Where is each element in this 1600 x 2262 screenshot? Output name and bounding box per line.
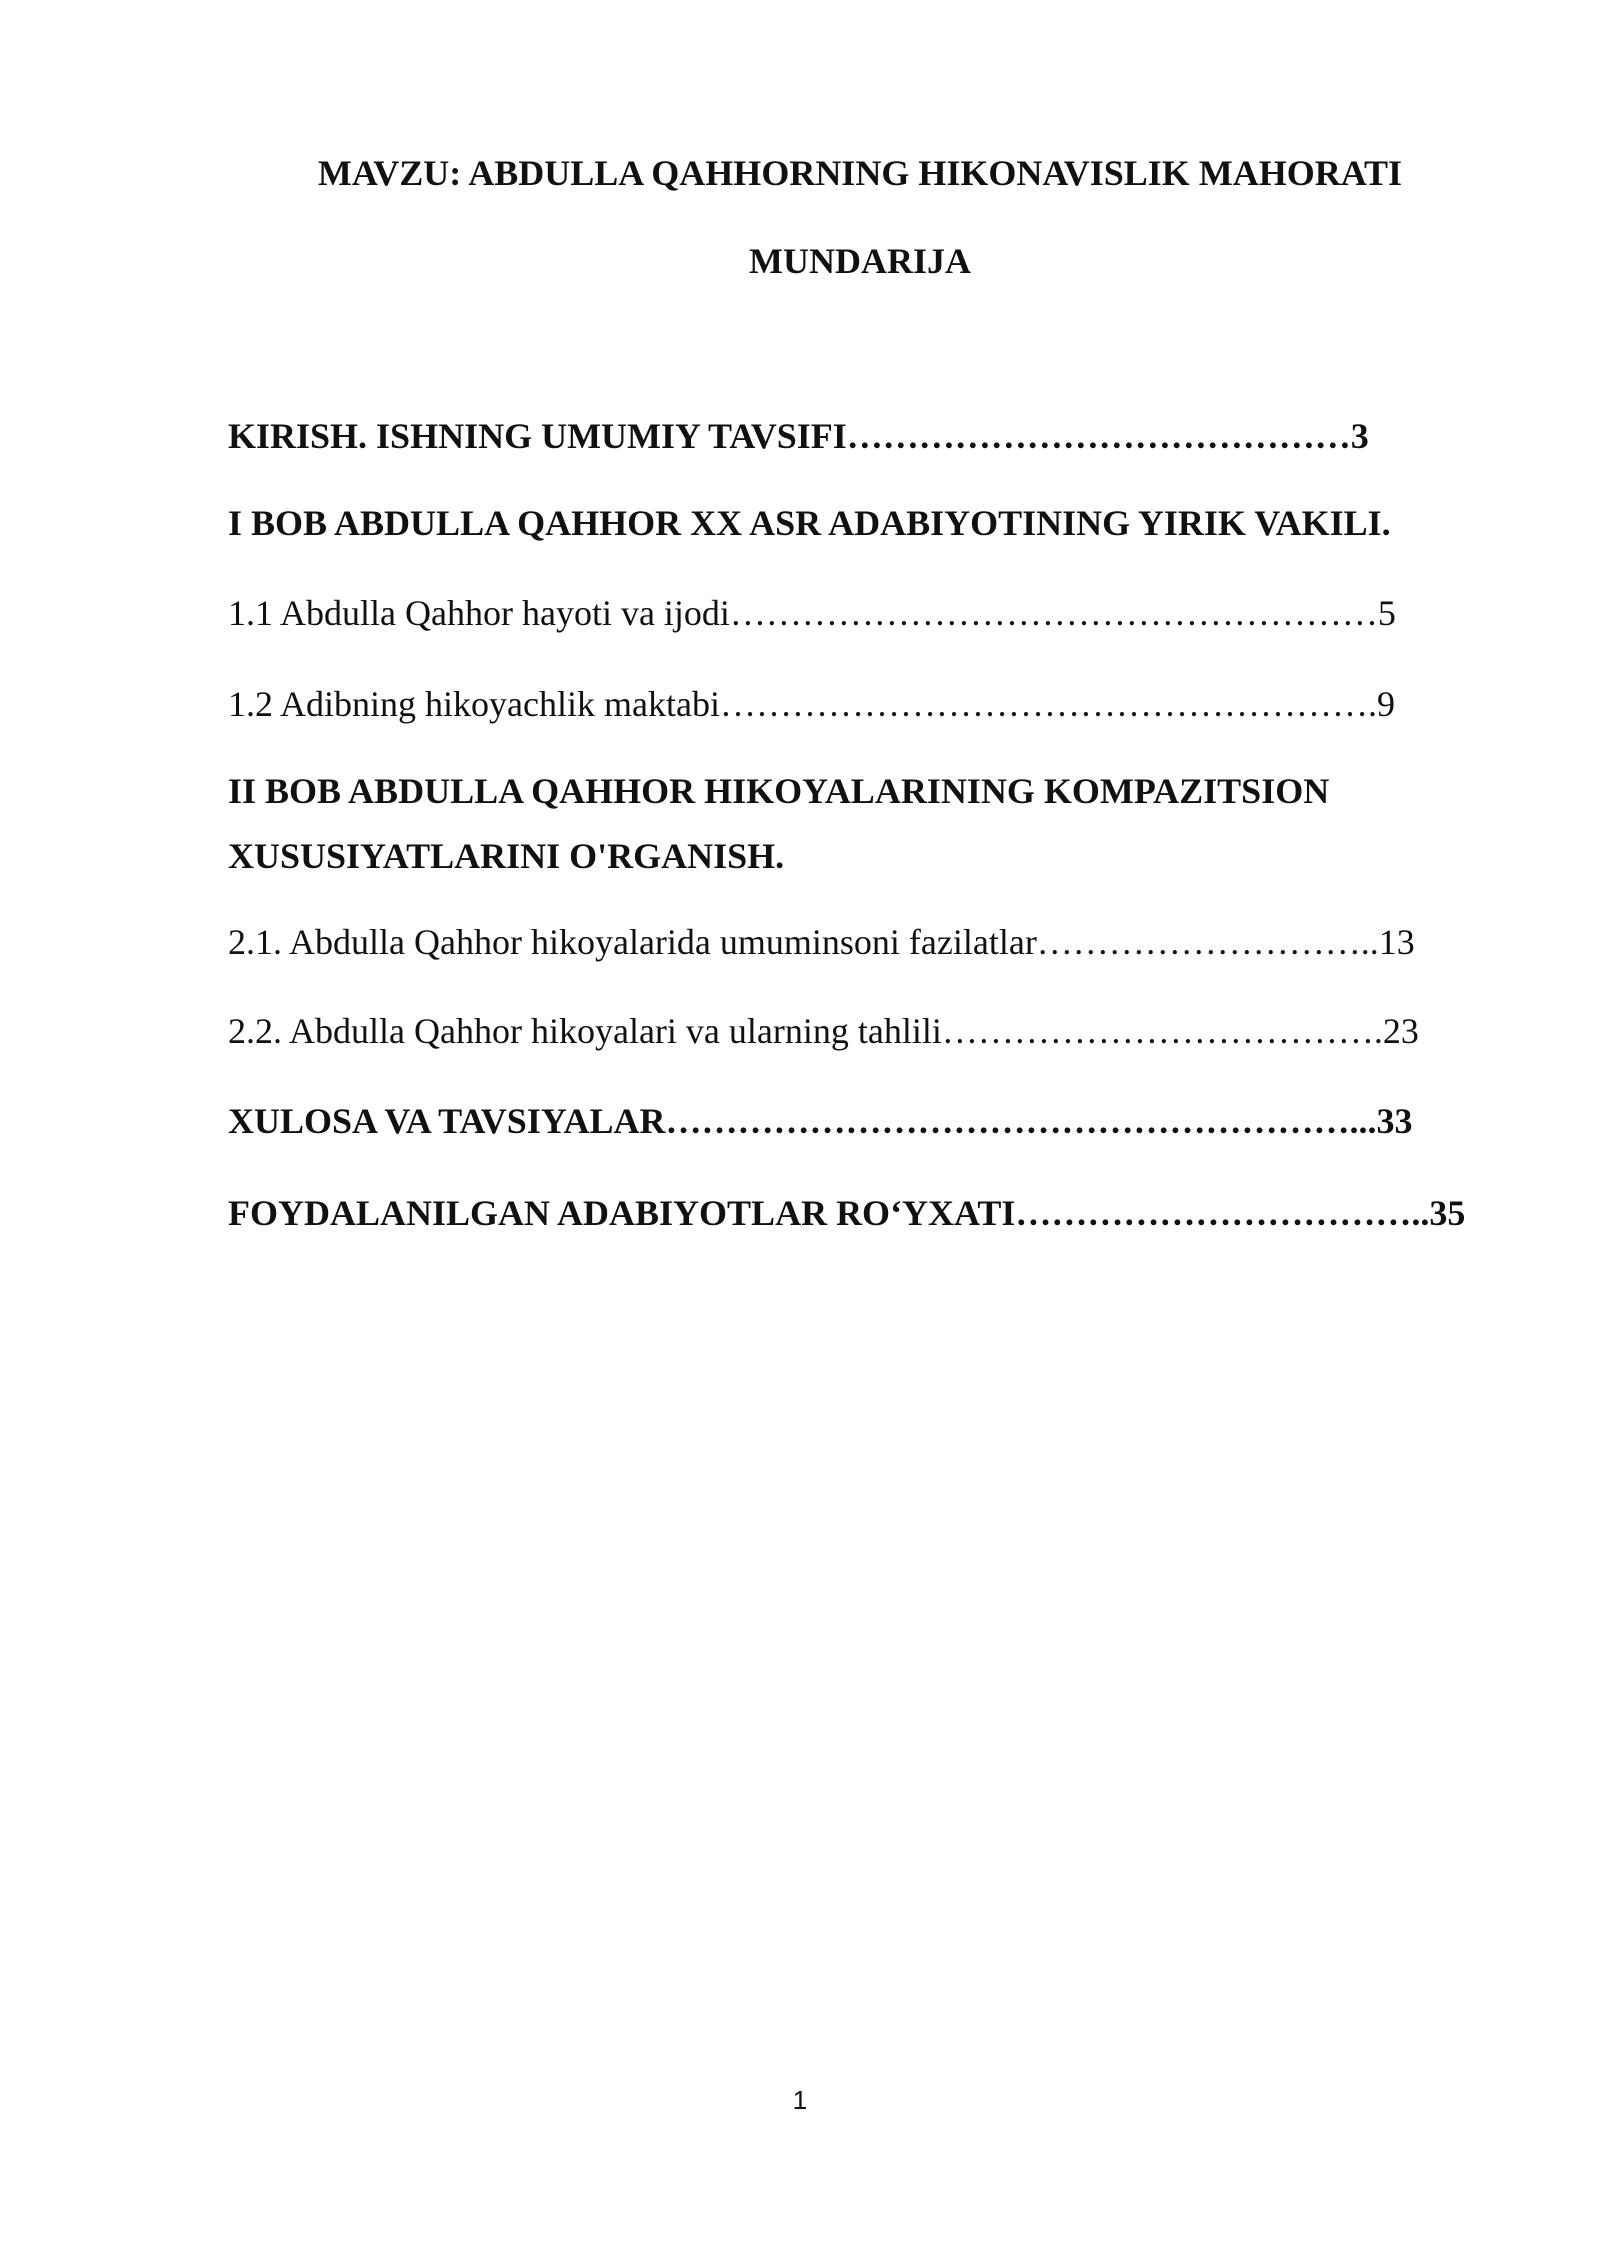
table-of-contents-heading: MUNDARIJA [749, 241, 971, 281]
toc-entry-section-1-2: 1.2 Adibning hikoyachlik maktabi……………………………………………….9 [228, 684, 1395, 724]
toc-entry-section-2-1: 2.1. Abdulla Qahhor hikoyalarida umuminsoni fazilatlar………………………..13 [228, 922, 1415, 962]
page-number: 1 [792, 2085, 808, 2115]
toc-entry-bibliography: FOYDALANILGAN ADABIYOTLAR RO‘YXATI……………………………..35 [228, 1193, 1466, 1233]
toc-entry-section-1-1: 1.1 Abdulla Qahhor hayoti va ijodi………………………………………………5 [228, 593, 1396, 633]
toc-entry-chapter-2-line-1: II BOB ABDULLA QAHHOR HIKOYALARINING KOMPAZITSION [228, 771, 1330, 811]
toc-entry-chapter-1: I BOB ABDULLA QAHHOR XX ASR ADABIYOTINING YIRIK VAKILI. [228, 503, 1391, 543]
toc-entry-section-2-2: 2.2. Abdulla Qahhor hikoyalari va ularning tahlili……………………………….23 [228, 1011, 1419, 1051]
document-topic-title: MAVZU: ABDULLA QAHHORNING HIKONAVISLIK MAHORATI [317, 153, 1403, 193]
toc-entry-conclusion: XULOSA VA TAVSIYALAR…………………………………………………...33 [228, 1101, 1413, 1141]
toc-entry-chapter-2-line-2: XUSUSIYATLARINI O'RGANISH. [228, 836, 785, 876]
toc-entry-introduction: KIRISH. ISHNING UMUMIY TAVSIFI……………………………………3 [228, 416, 1369, 456]
